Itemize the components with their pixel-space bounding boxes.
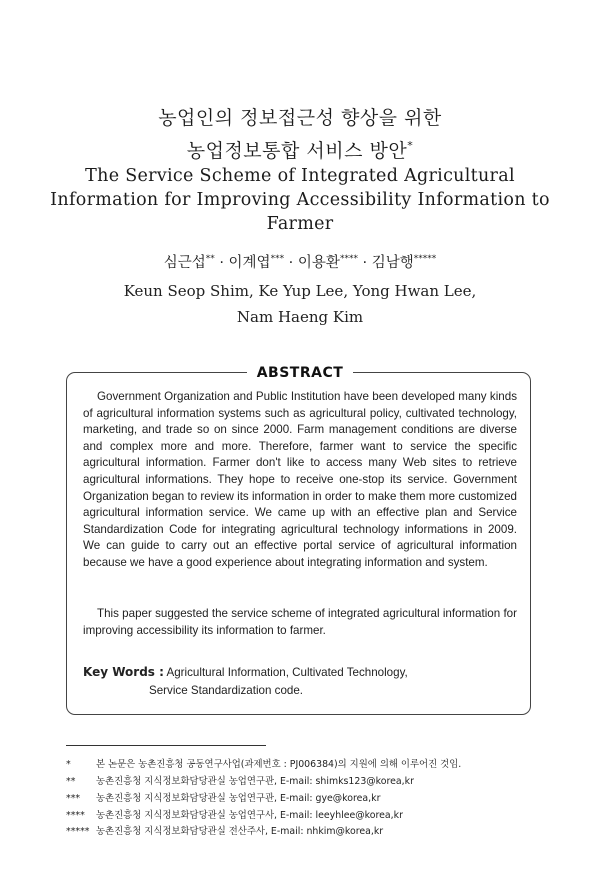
author-separator: · bbox=[357, 255, 372, 271]
title-english-line1: The Service Scheme of Integrated Agricultural bbox=[85, 166, 515, 186]
author-korean-name: 이용환 bbox=[297, 255, 340, 271]
authors-korean bbox=[0, 251, 600, 272]
authors-english-line1: Keun Seop Shim, Ke Yup Lee, Yong Hwan Lee, bbox=[123, 282, 477, 300]
title-english-line3: Farmer bbox=[266, 214, 334, 234]
footnote-mark: *** bbox=[66, 793, 81, 804]
author-korean-name: 이계엽 bbox=[228, 255, 271, 271]
keywords-line2: Service Standardization code. bbox=[149, 684, 304, 697]
footnote-text: 농촌진흥청 지식정보화담당관실 농업연구사, E-mail: leeyhlee@korea,kr bbox=[96, 810, 403, 821]
title-korean-line2-text: 농업정보통합 서비스 방안 bbox=[186, 140, 408, 162]
title-korean-line2 bbox=[0, 136, 600, 163]
footnote-mark: * bbox=[66, 759, 71, 770]
footnote bbox=[66, 773, 414, 787]
footnote-divider bbox=[66, 745, 266, 746]
author-korean-name: 김남행 bbox=[371, 255, 414, 271]
footnote-text: 농촌진흥청 지식정보화담당관실 농업연구관, E-mail: shimks123@korea,kr bbox=[96, 776, 414, 787]
author-korean-mark: *** bbox=[270, 254, 285, 264]
title-english-line2: Information for Improving Accessibility Information to bbox=[50, 190, 550, 210]
title-korean-line1-text: 농업인의 정보접근성 향상을 위한 bbox=[158, 107, 442, 129]
keywords bbox=[83, 663, 408, 700]
footnote-mark: **** bbox=[66, 810, 85, 821]
title-footnote-mark: * bbox=[407, 139, 414, 152]
footnote-text: 본 논문은 농촌진흥청 공동연구사업(과제번호 : PJ006384)의 지원에 의해 이루어진 것임. bbox=[96, 759, 462, 770]
keywords-line1: Agricultural Information, Cultivated Technology, bbox=[166, 666, 408, 679]
abstract-paragraph-1: Government Organization and Public Institution have been developed many kinds of agricultural information systems such as agricultural policy, cultivated technology, marketing, and trade so on since 2000. Farm management conditions are diverse and complex more and more. Therefore, farmer want to service the specific agricultural information. Farmer don't like to access many Web sites to retrieve agricultural informations. They hope to receive one-stop its service. Government Organization began to review its information in order to make them more customized agricultural information service. We came up with an effective plan and Service Standardization Code for integrating agricultural technology informations in 2009. We can guide to carry out an effective portal service of agricultural information because we have a good experience about integrating information and system. bbox=[83, 390, 517, 569]
author-korean-name: 심근섭 bbox=[163, 255, 206, 271]
author-korean-mark: ** bbox=[205, 254, 215, 264]
footnote-mark: ***** bbox=[66, 826, 90, 837]
abstract-heading-text: ABSTRACT bbox=[247, 365, 354, 381]
footnote bbox=[66, 756, 461, 770]
title-korean-line1 bbox=[0, 103, 600, 130]
author-separator: · bbox=[284, 255, 298, 271]
authors-english-line2: Nam Haeng Kim bbox=[236, 308, 364, 326]
abstract-paragraph-2: This paper suggested the service scheme of integrated agricultural information for improving accessibility its information to farmer. bbox=[83, 607, 517, 637]
footnote bbox=[66, 790, 380, 804]
footnote bbox=[66, 823, 383, 837]
footnote-text: 농촌진흥청 지식정보화담당관실 전산주사, E-mail: nhkim@korea,kr bbox=[96, 826, 384, 837]
footnote-text: 농촌진흥청 지식정보화담당관실 농업연구관, E-mail: gye@korea,kr bbox=[96, 793, 381, 804]
abstract-heading bbox=[0, 362, 600, 381]
footnote bbox=[66, 807, 403, 821]
author-korean-mark: ***** bbox=[413, 254, 437, 264]
footnote-mark: ** bbox=[66, 776, 76, 787]
keywords-label: Key Words : bbox=[83, 665, 164, 679]
author-korean-mark: **** bbox=[339, 254, 358, 264]
author-separator: · bbox=[214, 255, 229, 271]
